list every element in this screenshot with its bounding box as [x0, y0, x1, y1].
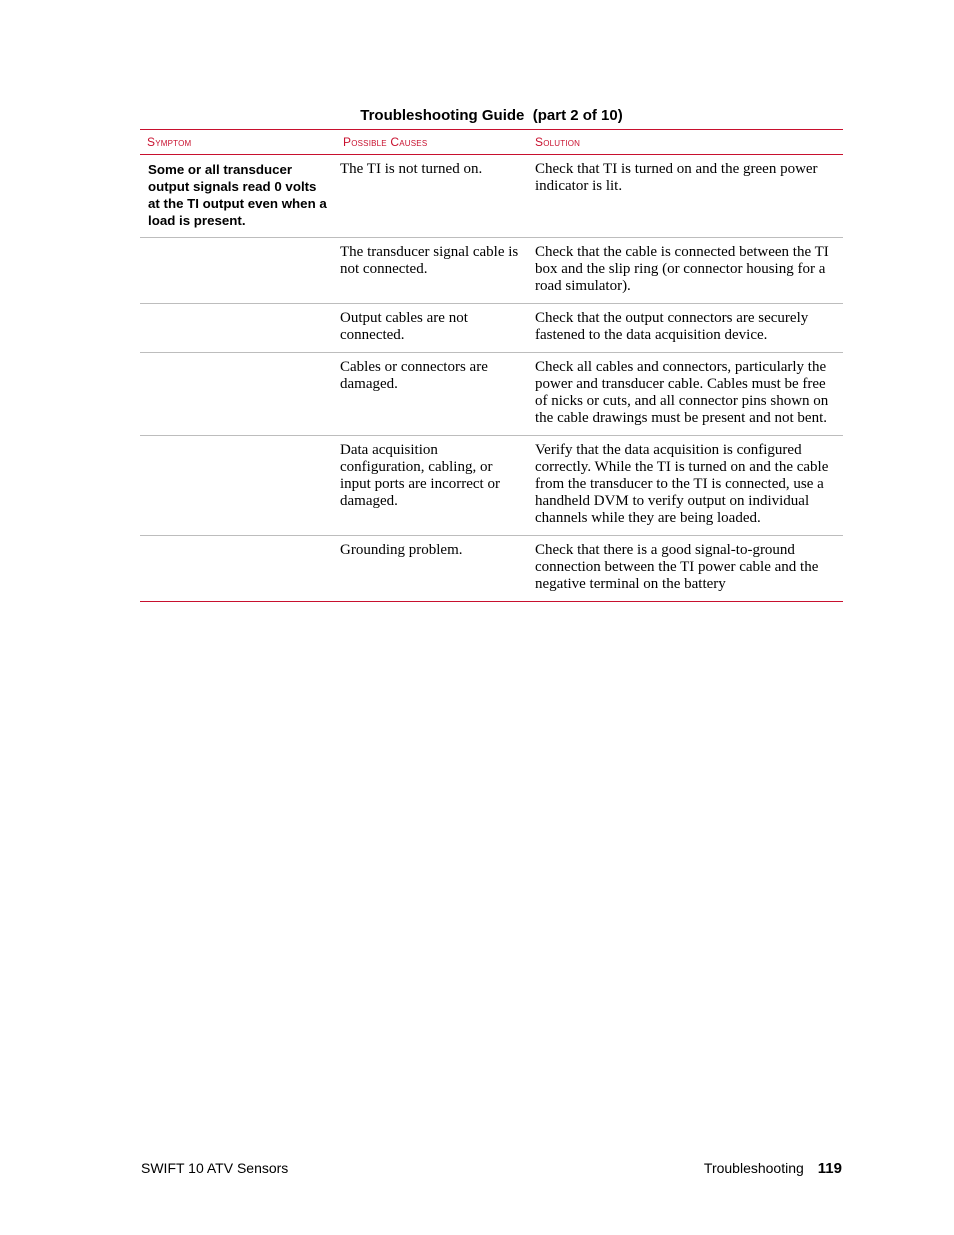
table-row: [140, 238, 843, 304]
solution-cell: Check that there is a good signal-to-ground connection between the TI power cable and the negative terminal on the battery: [528, 536, 843, 602]
cause-cell: The TI is not turned on.: [336, 155, 528, 238]
cause-cell: Grounding problem.: [336, 536, 528, 602]
cause-cell: The transducer signal cable is not connected.: [336, 238, 528, 304]
symptom-cell: [140, 304, 336, 353]
table-row: [140, 436, 843, 536]
table-row: [140, 155, 843, 238]
table-row: [140, 353, 843, 436]
troubleshooting-table: [140, 129, 843, 602]
solution-cell: Check that TI is turned on and the green power indicator is lit.: [528, 155, 843, 238]
table-header: [140, 130, 843, 155]
header-possible-causes: Possible Causes: [336, 130, 528, 155]
table-row: [140, 536, 843, 602]
footer-section-title: Troubleshooting: [703, 1160, 804, 1176]
header-solution: Solution: [528, 130, 843, 155]
symptom-cell: [140, 536, 336, 602]
header-symptom: Symptom: [140, 130, 336, 155]
cause-cell: Data acquisition configuration, cabling, or input ports are incorrect or damaged.: [336, 436, 528, 536]
footer-right: [704, 1159, 842, 1178]
symptom-cell: [140, 436, 336, 536]
cause-cell: Cables or connectors are damaged.: [336, 353, 528, 436]
solution-cell: Verify that the data acquisition is configured correctly. While the TI is turned on and the cable from the transducer to the TI is connected, use a handheld DVM to verify output on individual channels while they are being loaded.: [528, 436, 843, 536]
symptom-cell: Some or all transducer output signals read 0 volts at the TI output even when a load is present.: [140, 155, 336, 238]
footer-document-title: SWIFT 10 ATV Sensors: [141, 1160, 289, 1176]
table-header-row: [140, 130, 843, 155]
solution-cell: Check that the cable is connected between the TI box and the slip ring (or connector housing for a road simulator).: [528, 238, 843, 304]
solution-cell: Check all cables and connectors, particularly the power and transducer cable. Cables must be free of nicks or cuts, and all connector pins shown on the cable drawings must be present and not bent.: [528, 353, 843, 436]
cause-cell: Output cables are not connected.: [336, 304, 528, 353]
table-row: [140, 304, 843, 353]
page-number: 119: [817, 1160, 842, 1177]
table-body: [140, 155, 843, 602]
symptom-cell: [140, 353, 336, 436]
solution-cell: Check that the output connectors are securely fastened to the data acquisition device.: [528, 304, 843, 353]
table-caption: Troubleshooting Guide (part 2 of 10): [360, 107, 623, 124]
symptom-cell: [140, 238, 336, 304]
